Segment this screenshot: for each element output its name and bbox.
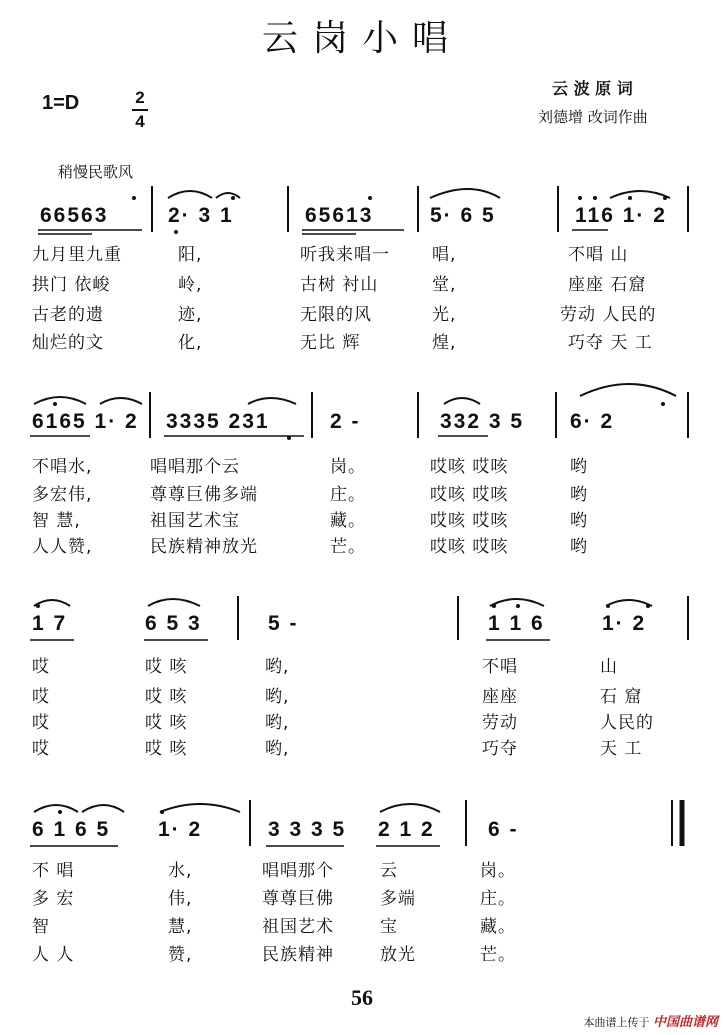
lyric-syllable: 人 人 [32,945,75,965]
lyric-syllable: 唱, [432,245,457,265]
octave-dot [36,604,40,608]
lyric-syllable: 哟 [570,485,588,505]
measure-notes: 6 5 3 [145,612,202,635]
octave-dot [174,230,178,234]
lyric-syllable: 灿烂的文 [32,333,104,353]
lyricist-credit: 云 波 原 词 [552,79,633,98]
measure-notes: 332 3 5 [440,410,525,433]
key-signature: 1=D [42,92,80,114]
measure-notes: 6 - [488,818,519,841]
lyric-syllable: 唱唱那个 [262,861,334,881]
measure-notes: 3 3 3 5 [268,818,347,841]
lyric-syllable: 芒。 [330,537,366,557]
lyric-syllable: 宝 [380,917,398,937]
measure-notes: 66563 [40,204,109,227]
octave-dot [628,196,632,200]
octave-dot [53,402,57,406]
lyric-syllable: 哎 [32,739,50,759]
upload-footer [583,1011,718,1030]
lyric-syllable: 哎 [32,657,50,677]
lyric-syllable: 古树 衬山 [300,275,379,295]
lyric-syllable: 听我来唱一 [300,245,390,265]
lyric-syllable: 劳动 [482,713,518,733]
lyric-syllable: 庄。 [330,485,366,505]
lyric-syllable: 座座 [482,687,518,707]
octave-dot [516,604,520,608]
lyric-syllable: 祖国艺术 [262,917,334,937]
lyric-syllable: 岗。 [330,457,366,477]
lyric-syllable: 哟, [265,657,290,677]
measure-notes: 1· 2 [158,818,203,841]
slur [580,384,676,396]
lyric-syllable: 哎 咳 [145,713,188,733]
lyric-syllable: 阳, [178,245,203,265]
octave-dot [661,402,665,406]
lyric-syllable: 天 工 [600,739,643,759]
lyric-syllable: 哎咳 哎咳 [430,511,509,531]
slur [82,805,124,812]
measure-notes: 2 1 2 [378,818,435,841]
slur [160,804,240,812]
lyric-syllable: 拱门 依峻 [32,275,111,295]
footer-prefix: 本曲谱上传于 [583,1016,650,1029]
octave-dot [58,810,62,814]
measure-notes: 1· 2 [602,612,647,635]
time-signature-top: 2 [135,88,145,107]
lyric-syllable: 放光 [380,945,416,965]
lyric-syllable: 尊尊巨佛多端 [150,485,258,505]
lyric-syllable: 不唱 山 [568,245,629,265]
lyric-syllable: 无比 辉 [300,333,361,353]
lyric-syllable: 石 窟 [600,687,643,707]
lyric-syllable: 民族精神放光 [150,537,258,557]
slur [444,398,480,404]
octave-dot [231,196,235,200]
lyric-syllable: 云 [380,861,398,881]
measure-notes: 1 1 6 [488,612,545,635]
octave-dot [646,604,650,608]
slur [248,398,296,404]
lyric-syllable: 巧夺 [482,739,518,759]
slur [610,191,670,198]
composer-credit: 刘德增 改词作曲 [538,108,648,126]
lyric-syllable: 唱唱那个云 [150,457,240,477]
lyric-syllable: 堂, [432,275,457,295]
lyric-syllable: 智 慧, [32,511,81,531]
lyric-syllable: 劳动 人民的 [560,305,657,325]
lyric-syllable: 哎 咳 [145,739,188,759]
tempo-marking: 稍慢民歌风 [58,163,134,181]
octave-dot [606,604,610,608]
lyric-syllable: 座座 石窟 [568,275,647,295]
slur [430,189,500,198]
slur [100,398,142,404]
lyric-syllable: 慧, [168,917,193,937]
slur [606,600,652,606]
octave-dot [663,196,667,200]
slur [168,191,212,198]
lyric-syllable: 民族精神 [262,945,334,965]
lyric-syllable: 岗。 [480,861,516,881]
lyric-syllable: 芒。 [480,945,516,965]
lyric-syllable: 庄。 [480,889,516,909]
lyric-syllable: 化, [178,333,203,353]
lyric-syllable: 不唱水, [32,457,93,477]
measure-notes: 6 1 6 5 [32,818,111,841]
slur [216,193,240,198]
lyric-syllable: 煌, [432,333,457,353]
lyric-syllable: 哟 [570,511,588,531]
measure-notes: 2· 3 1 [168,204,234,227]
octave-dot [160,810,164,814]
lyric-syllable: 哟 [570,457,588,477]
lyric-syllable: 哟 [570,537,588,557]
lyric-syllable: 哎 [32,687,50,707]
octave-dot [593,196,597,200]
lyric-syllable: 人人赞, [32,537,93,557]
lyric-syllable: 多端 [380,889,416,909]
lyric-syllable: 水, [168,861,193,881]
lyric-syllable: 伟, [168,889,193,909]
song-title: 云岗小唱 [261,18,462,59]
lyric-syllable: 尊尊巨佛 [262,889,334,909]
octave-dot [132,196,136,200]
lyric-syllable: 哎咳 哎咳 [430,457,509,477]
lyric-syllable: 哎咳 哎咳 [430,485,509,505]
lyric-syllable: 哎咳 哎咳 [430,537,509,557]
lyric-syllable: 哟, [265,687,290,707]
lyric-syllable: 人民的 [600,713,654,733]
page-number: 56 [351,985,373,1010]
lyric-syllable: 山 [600,657,618,677]
lyric-syllable: 赞, [168,945,193,965]
slur [34,397,86,404]
measure-notes: 3335 231 [166,410,270,433]
lyric-syllable: 九月里九重 [32,245,122,265]
lyric-syllable: 哟, [265,713,290,733]
lyric-syllable: 不 唱 [32,861,75,881]
lyric-syllable: 光, [432,305,457,325]
measure-notes: 6· 2 [570,410,615,433]
octave-dot [492,604,496,608]
lyric-syllable: 智 [32,917,50,937]
lyric-syllable: 哟, [265,739,290,759]
octave-dot [578,196,582,200]
measure-notes: 5 - [268,612,299,635]
lyric-syllable: 迹, [178,305,203,325]
slur [380,804,440,812]
measure-notes: 65613 [305,204,374,227]
measure-notes: 116 1· 2 [575,204,667,227]
lyric-syllable: 无限的风 [300,305,372,325]
lyric-syllable: 不唱 [482,657,518,677]
measure-notes: 6165 1· 2 [32,410,139,433]
lyric-syllable: 古老的遗 [32,305,104,325]
lyric-syllable: 岭, [178,275,203,295]
time-signature-bottom: 4 [135,112,145,131]
slur [34,805,78,812]
measure-notes: 2 - [330,410,361,433]
lyric-syllable: 藏。 [480,917,516,937]
lyric-syllable: 祖国艺术宝 [150,511,240,531]
lyric-syllable: 藏。 [330,511,366,531]
footer-site-logo: 中国曲谱网 [652,1015,718,1030]
slur [148,599,200,606]
lyric-syllable: 哎 [32,713,50,733]
measure-notes: 5· 6 5 [430,204,496,227]
lyric-syllable: 多宏伟, [32,485,93,505]
lyric-syllable: 哎 咳 [145,687,188,707]
lyric-syllable: 多 宏 [32,889,75,909]
lyric-syllable: 哎 咳 [145,657,188,677]
octave-dot [368,196,372,200]
measure-notes: 1 7 [32,612,68,635]
lyric-syllable: 巧夺 天 工 [568,333,653,353]
